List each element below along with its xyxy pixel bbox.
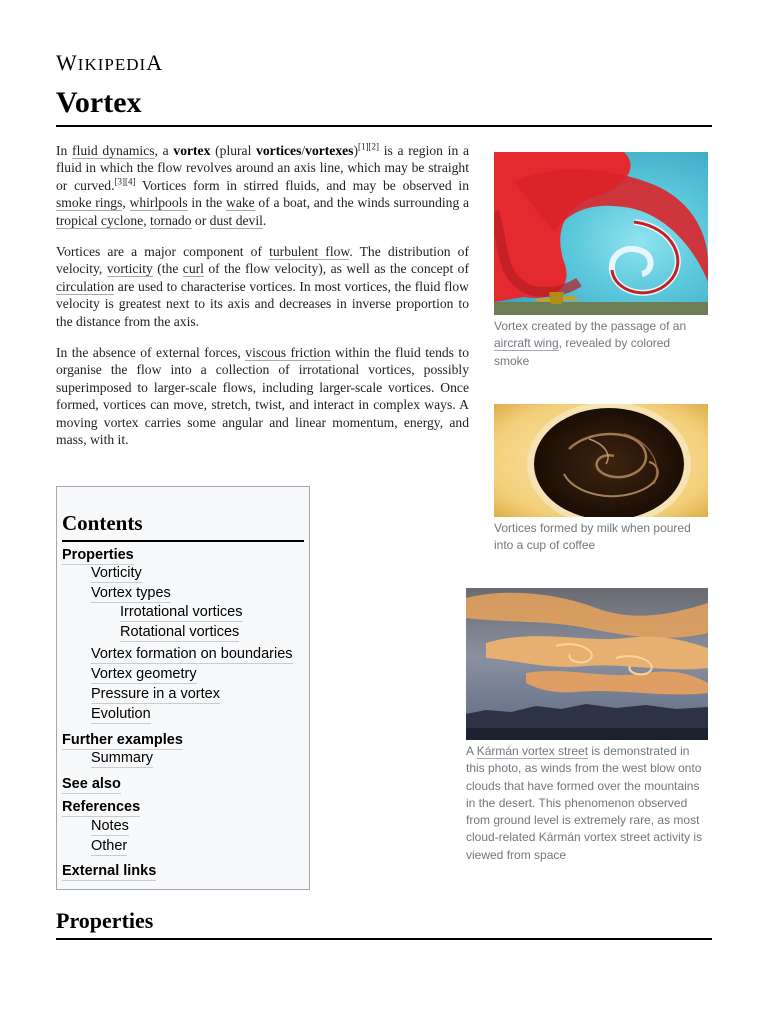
toc-item-rotational-vortices[interactable]: Rotational vortices — [120, 624, 240, 640]
text-run: is a region in a fluid in which the flow revolves around an axis line, which may be straight or curved. — [56, 143, 469, 193]
text-run: is demonstrated in this photo, as winds from the west blow onto clouds that have formed over the mountains in the desert. This phenomenon observed from ground level is extremely rare, as most cloud-related Kármán vortex street activity is viewed from space — [466, 744, 703, 862]
wordmark-text: WIKIPEDIA — [56, 50, 164, 75]
toc-item-other[interactable]: Other — [91, 838, 128, 854]
text-run: of the flow velocity), as well as the concept of — [203, 261, 470, 277]
toc-item-evolution[interactable]: Evolution — [91, 706, 151, 722]
figure-caption — [494, 520, 708, 555]
article-body — [56, 142, 469, 463]
toc-item-external-links[interactable]: External links — [62, 863, 157, 879]
text-run: . The distribution of velocity, — [56, 244, 469, 277]
aircraft-vortex-image[interactable] — [494, 152, 708, 315]
inline-link[interactable]: vorticity — [106, 261, 153, 277]
inline-link[interactable]: viscous friction — [245, 345, 331, 361]
inline-link[interactable]: curl — [182, 261, 204, 277]
toc-item-properties[interactable]: Properties — [62, 547, 134, 563]
toc-item-pressure-in-a-vortex[interactable]: Pressure in a vortex — [91, 686, 220, 702]
text-run: , — [122, 195, 130, 211]
text-run: Vortices are a major component of — [56, 244, 270, 260]
text-run: , a — [154, 143, 174, 158]
toc-item-vorticity[interactable]: Vorticity — [91, 565, 142, 581]
text-run: . — [262, 212, 267, 228]
inline-link[interactable]: turbulent flow — [269, 244, 350, 260]
citation-ref[interactable]: [3][4] — [114, 176, 136, 187]
text-run: ) — [353, 143, 358, 158]
text-run: A — [466, 744, 477, 758]
inline-link[interactable]: wake — [226, 195, 255, 211]
bold-term: vortex — [173, 143, 211, 158]
text-run: In the absence of external forces, — [56, 345, 246, 361]
table-of-contents — [56, 486, 310, 890]
figure-aircraft-vortex — [494, 152, 708, 370]
inline-link[interactable]: circulation — [56, 278, 115, 294]
toc-item-further-examples[interactable]: Further examples — [62, 732, 183, 748]
figure-karman-vortex — [466, 588, 708, 864]
inline-link[interactable]: Kármán vortex street — [476, 744, 589, 758]
toc-item-summary[interactable]: Summary — [91, 750, 154, 766]
toc-title: Contents — [62, 511, 304, 542]
inline-link[interactable]: tornado — [149, 212, 192, 228]
inline-link[interactable]: tropical cyclone — [56, 212, 144, 228]
figure-caption — [466, 743, 708, 864]
citation-ref[interactable]: [1][2] — [358, 141, 379, 152]
toc-item-notes[interactable]: Notes — [91, 818, 129, 834]
text-run: (the — [152, 261, 183, 277]
toc-item-irrotational-vortices[interactable]: Irrotational vortices — [120, 604, 243, 620]
inline-link[interactable]: aircraft wing — [494, 336, 559, 351]
text-run: within the fluid tends to organise the flow into a collection of irrotational vortices, possibly superimposed to larger-scale flows, including larger-scale vortices. Once formed, vortices can move, stretch, twist, and interact in complex ways. A moving vortex carries some angular and linear momentum, energy, and mass, with it. — [56, 345, 469, 448]
text-run: (plural — [210, 143, 257, 158]
inline-link[interactable]: whirlpools — [129, 195, 188, 211]
page-title: Vortex — [56, 86, 142, 119]
text-run: of a boat, and the winds surrounding a — [254, 195, 470, 211]
text-run: Vortices form in stirred fluids, and may be observed in — [135, 177, 469, 193]
inline-link[interactable]: fluid dynamics — [72, 143, 155, 158]
intro-paragraph — [56, 243, 469, 330]
figure-caption — [494, 318, 708, 370]
coffee-vortex-image[interactable] — [494, 404, 708, 517]
toc-item-vortex-types[interactable]: Vortex types — [91, 585, 171, 601]
wikipedia-wordmark[interactable] — [56, 50, 163, 76]
inline-link[interactable]: dust devil — [209, 212, 263, 228]
text-run: In — [56, 143, 73, 158]
toc-item-references[interactable]: References — [62, 799, 141, 815]
toc-item-vortex-formation-on-boundaries[interactable]: Vortex formation on boundaries — [91, 646, 293, 662]
section-divider — [56, 938, 712, 940]
inline-link[interactable]: smoke rings — [56, 195, 123, 211]
text-run: / — [301, 143, 306, 158]
text-run: or — [191, 212, 210, 228]
toc-item-see-also[interactable]: See also — [62, 776, 121, 792]
text-run: are used to characterise vortices. In most vortices, the fluid flow velocity is greatest next to its axis and decreases in inverse proportion to the distance from the axis. — [56, 278, 469, 329]
section-heading-properties: Properties — [56, 908, 154, 933]
text-run: in the — [187, 195, 227, 211]
intro-paragraph — [56, 142, 469, 229]
text-run: , — [143, 212, 150, 228]
text-run: Vortices formed by milk when poured into a cup of coffee — [494, 521, 691, 553]
figure-coffee-vortex — [494, 404, 708, 555]
text-run: Vortex created by the passage of an — [494, 319, 687, 333]
toc-item-vortex-geometry[interactable]: Vortex geometry — [91, 666, 197, 682]
title-divider — [56, 125, 712, 127]
intro-paragraph — [56, 344, 469, 448]
bold-term: vortices — [256, 143, 302, 158]
text-run: , revealed by colored smoke — [494, 336, 671, 368]
karman-vortex-street-image[interactable] — [466, 588, 708, 740]
bold-term: vortexes — [305, 143, 354, 158]
